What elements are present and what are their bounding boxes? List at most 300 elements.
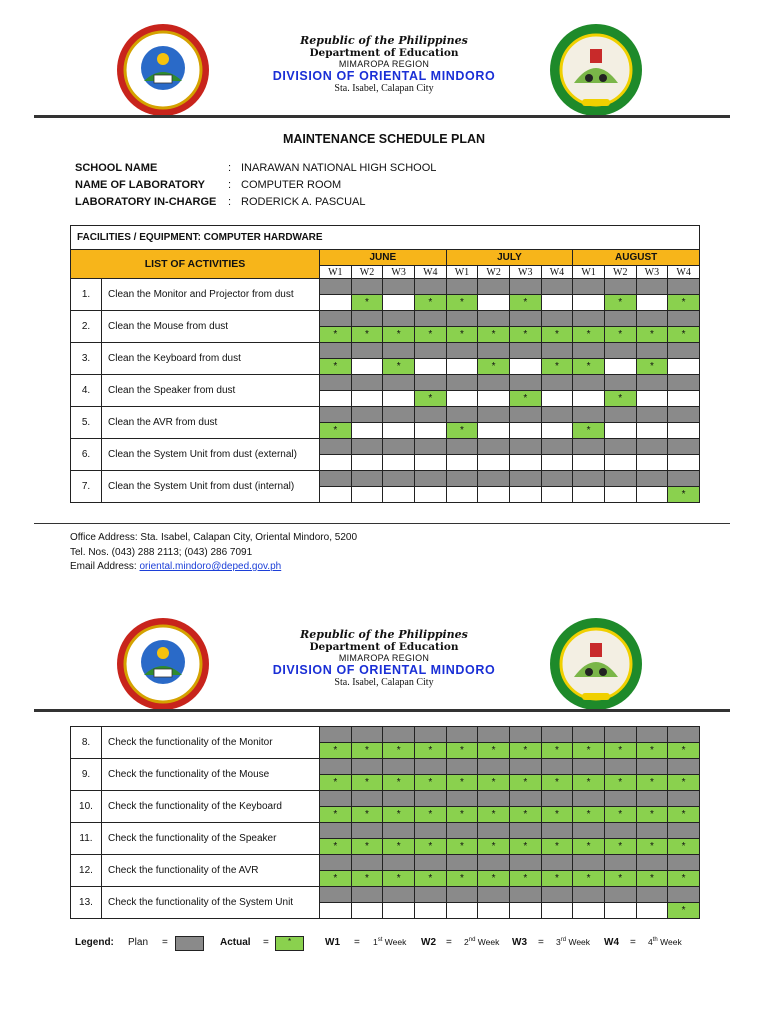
- region-text: MIMAROPA REGION: [338, 59, 430, 69]
- plan-cell: [446, 759, 478, 775]
- activity-number: 11.: [71, 823, 102, 855]
- actual-cell: *: [383, 359, 415, 375]
- plan-cell: [509, 439, 541, 455]
- division-seal-icon: [116, 617, 210, 711]
- legend-label: Legend:: [75, 937, 114, 948]
- plan-cell: [320, 279, 352, 295]
- plan-cell: [668, 855, 700, 871]
- activity-name: Clean the System Unit from dust (internal): [102, 471, 320, 503]
- plan-cell: [541, 855, 573, 871]
- empty-cell: [383, 423, 415, 439]
- plan-cell: [668, 887, 700, 903]
- plan-cell: [541, 887, 573, 903]
- plan-cell: [351, 343, 383, 359]
- plan-cell: [351, 791, 383, 807]
- week-header: W1: [320, 266, 352, 279]
- table-row: [71, 823, 700, 839]
- plan-cell: [478, 823, 510, 839]
- actual-cell: *: [383, 839, 415, 855]
- empty-cell: [573, 391, 605, 407]
- plan-cell: [668, 375, 700, 391]
- plan-cell: [668, 823, 700, 839]
- plan-cell: [573, 471, 605, 487]
- actual-cell: *: [414, 839, 446, 855]
- plan-cell: [668, 439, 700, 455]
- legend-plan-swatch: [175, 936, 204, 951]
- activity-name: Check the functionality of the Speaker: [102, 823, 320, 855]
- plan-cell: [636, 727, 668, 743]
- school-seal-icon: [549, 617, 643, 711]
- plan-cell: [383, 343, 415, 359]
- office-footer: [70, 531, 357, 575]
- empty-cell: [509, 423, 541, 439]
- plan-cell: [478, 727, 510, 743]
- plan-cell: [478, 439, 510, 455]
- plan-cell: [541, 343, 573, 359]
- month-header: JUNE: [320, 250, 447, 266]
- plan-cell: [604, 279, 636, 295]
- week-header: W1: [573, 266, 605, 279]
- empty-cell: [383, 391, 415, 407]
- actual-cell: *: [383, 807, 415, 823]
- plan-cell: [509, 279, 541, 295]
- plan-cell: [351, 855, 383, 871]
- empty-cell: [383, 903, 415, 919]
- activity-name: Check the functionality of the Mouse: [102, 759, 320, 791]
- plan-cell: [541, 311, 573, 327]
- plan-cell: [446, 887, 478, 903]
- plan-cell: [414, 791, 446, 807]
- header-rule: [34, 709, 730, 712]
- plan-cell: [351, 311, 383, 327]
- week-header: W4: [541, 266, 573, 279]
- empty-cell: [320, 487, 352, 503]
- actual-cell: *: [636, 871, 668, 887]
- plan-cell: [478, 311, 510, 327]
- plan-cell: [573, 791, 605, 807]
- actual-cell: *: [446, 423, 478, 439]
- plan-cell: [668, 727, 700, 743]
- actual-cell: *: [383, 327, 415, 343]
- plan-cell: [541, 279, 573, 295]
- actual-cell: *: [446, 871, 478, 887]
- actual-cell: *: [668, 327, 700, 343]
- plan-cell: [446, 279, 478, 295]
- plan-cell: [604, 855, 636, 871]
- plan-cell: [351, 279, 383, 295]
- legend-eq: =: [162, 937, 168, 948]
- lab-name-value: COMPUTER ROOM: [241, 179, 342, 191]
- plan-cell: [383, 887, 415, 903]
- empty-cell: [541, 391, 573, 407]
- empty-cell: [414, 359, 446, 375]
- activity-name: Check the functionality of the Monitor: [102, 727, 320, 759]
- legend-eq: =: [538, 937, 544, 948]
- empty-cell: [541, 455, 573, 471]
- plan-cell: [636, 439, 668, 455]
- plan-cell: [478, 407, 510, 423]
- actual-cell: *: [541, 327, 573, 343]
- empty-cell: [636, 455, 668, 471]
- legend-eq: =: [446, 937, 452, 948]
- empty-cell: [636, 487, 668, 503]
- table-row: [71, 791, 700, 807]
- actual-cell: *: [509, 839, 541, 855]
- plan-cell: [351, 759, 383, 775]
- legend-actual-label: Actual: [220, 937, 251, 948]
- table-row: [71, 279, 700, 295]
- activity-number: 13.: [71, 887, 102, 919]
- plan-cell: [509, 759, 541, 775]
- plan-cell: [383, 471, 415, 487]
- legend-w2-desc: 2nd Week: [464, 937, 500, 947]
- plan-cell: [320, 439, 352, 455]
- plan-cell: [636, 759, 668, 775]
- legend-eq: =: [354, 937, 360, 948]
- empty-cell: [383, 487, 415, 503]
- activity-number: 1.: [71, 279, 102, 311]
- empty-cell: [351, 423, 383, 439]
- plan-cell: [541, 439, 573, 455]
- empty-cell: [446, 455, 478, 471]
- plan-cell: [541, 823, 573, 839]
- plan-cell: [668, 311, 700, 327]
- plan-cell: [509, 311, 541, 327]
- table-row: [71, 887, 700, 903]
- actual-cell: *: [414, 327, 446, 343]
- empty-cell: [320, 903, 352, 919]
- republic-text: Republic of the Philippines: [300, 628, 468, 641]
- plan-cell: [320, 855, 352, 871]
- plan-cell: [604, 375, 636, 391]
- actual-cell: *: [636, 807, 668, 823]
- empty-cell: [509, 359, 541, 375]
- empty-cell: [604, 903, 636, 919]
- plan-cell: [509, 727, 541, 743]
- location-text: Sta. Isabel, Calapan City: [334, 677, 434, 688]
- empty-cell: [573, 455, 605, 471]
- region-text: MIMAROPA REGION: [338, 653, 430, 663]
- actual-cell: *: [573, 807, 605, 823]
- actual-cell: *: [478, 775, 510, 791]
- actual-cell: *: [573, 327, 605, 343]
- plan-cell: [383, 375, 415, 391]
- actual-cell: *: [414, 295, 446, 311]
- plan-cell: [351, 439, 383, 455]
- plan-cell: [573, 279, 605, 295]
- actual-cell: *: [320, 775, 352, 791]
- plan-cell: [320, 727, 352, 743]
- actual-cell: *: [383, 871, 415, 887]
- plan-cell: [478, 343, 510, 359]
- actual-cell: *: [668, 903, 700, 919]
- plan-cell: [604, 887, 636, 903]
- activity-number: 4.: [71, 375, 102, 407]
- actual-cell: *: [351, 295, 383, 311]
- empty-cell: [541, 903, 573, 919]
- empty-cell: [573, 903, 605, 919]
- actual-cell: *: [383, 743, 415, 759]
- plan-cell: [636, 407, 668, 423]
- plan-cell: [636, 471, 668, 487]
- empty-cell: [541, 487, 573, 503]
- table-row: [71, 375, 700, 391]
- plan-cell: [478, 471, 510, 487]
- plan-cell: [414, 279, 446, 295]
- actual-cell: *: [541, 359, 573, 375]
- plan-cell: [541, 375, 573, 391]
- legend-w3: W3: [512, 937, 527, 948]
- activity-name: Clean the Mouse from dust: [102, 311, 320, 343]
- actual-cell: *: [320, 839, 352, 855]
- plan-cell: [446, 311, 478, 327]
- plan-cell: [478, 887, 510, 903]
- month-header: AUGUST: [573, 250, 700, 266]
- plan-cell: [383, 791, 415, 807]
- plan-cell: [478, 375, 510, 391]
- plan-cell: [604, 311, 636, 327]
- actual-cell: *: [668, 743, 700, 759]
- activity-number: 5.: [71, 407, 102, 439]
- table-row: [71, 439, 700, 455]
- plan-cell: [604, 407, 636, 423]
- actual-cell: *: [541, 775, 573, 791]
- activity-name: Clean the Monitor and Projector from dust: [102, 279, 320, 311]
- plan-cell: [668, 791, 700, 807]
- empty-cell: [478, 487, 510, 503]
- actual-cell: *: [414, 391, 446, 407]
- actual-cell: *: [636, 839, 668, 855]
- activity-number: 8.: [71, 727, 102, 759]
- week-header: W4: [668, 266, 700, 279]
- schedule-table: [70, 726, 700, 919]
- actual-cell: *: [636, 327, 668, 343]
- actual-cell: *: [636, 743, 668, 759]
- empty-cell: [636, 391, 668, 407]
- location-text: Sta. Isabel, Calapan City: [334, 83, 434, 94]
- lab-name-label: NAME OF LABORATORY: [75, 179, 205, 191]
- plan-cell: [383, 279, 415, 295]
- table-row: [71, 471, 700, 487]
- empty-cell: [573, 487, 605, 503]
- facility-header: FACILITIES / EQUIPMENT: COMPUTER HARDWARE: [71, 226, 700, 250]
- incharge-label: LABORATORY IN-CHARGE: [75, 196, 217, 208]
- week-header: W4: [414, 266, 446, 279]
- actual-cell: *: [478, 807, 510, 823]
- division-text: DIVISION OF ORIENTAL MINDORO: [272, 69, 496, 83]
- plan-cell: [573, 727, 605, 743]
- plan-cell: [636, 887, 668, 903]
- actual-cell: *: [573, 743, 605, 759]
- plan-cell: [351, 407, 383, 423]
- actual-cell: *: [446, 743, 478, 759]
- actual-cell: *: [320, 423, 352, 439]
- empty-cell: [509, 487, 541, 503]
- plan-cell: [478, 759, 510, 775]
- activity-number: 2.: [71, 311, 102, 343]
- plan-cell: [351, 823, 383, 839]
- department-text: Department of Education: [309, 641, 459, 653]
- actual-cell: *: [351, 807, 383, 823]
- empty-cell: [383, 455, 415, 471]
- empty-cell: [604, 455, 636, 471]
- incharge-value: RODERICK A. PASCUAL: [241, 196, 366, 208]
- plan-cell: [383, 823, 415, 839]
- actual-cell: *: [573, 871, 605, 887]
- colon: :: [228, 196, 232, 208]
- table-row: [71, 727, 700, 743]
- plan-cell: [383, 759, 415, 775]
- actual-cell: *: [636, 775, 668, 791]
- colon: :: [228, 179, 232, 191]
- empty-cell: [478, 423, 510, 439]
- table-row: [71, 855, 700, 871]
- plan-cell: [509, 375, 541, 391]
- legend-w1: W1: [325, 937, 340, 948]
- actual-cell: *: [478, 871, 510, 887]
- plan-cell: [509, 855, 541, 871]
- plan-cell: [573, 855, 605, 871]
- week-header: W3: [509, 266, 541, 279]
- empty-cell: [668, 359, 700, 375]
- actual-cell: *: [351, 743, 383, 759]
- actual-cell: *: [604, 295, 636, 311]
- actual-cell: *: [604, 391, 636, 407]
- activity-name: Check the functionality of the Keyboard: [102, 791, 320, 823]
- plan-cell: [414, 887, 446, 903]
- empty-cell: [446, 903, 478, 919]
- plan-cell: [541, 407, 573, 423]
- plan-cell: [636, 343, 668, 359]
- plan-cell: [446, 791, 478, 807]
- plan-cell: [320, 791, 352, 807]
- plan-cell: [604, 343, 636, 359]
- plan-cell: [573, 311, 605, 327]
- actual-cell: *: [541, 839, 573, 855]
- empty-cell: [668, 423, 700, 439]
- empty-cell: [668, 455, 700, 471]
- plan-cell: [541, 759, 573, 775]
- plan-cell: [636, 375, 668, 391]
- empty-cell: [541, 295, 573, 311]
- actual-cell: *: [604, 871, 636, 887]
- plan-cell: [604, 727, 636, 743]
- plan-cell: [414, 407, 446, 423]
- schedule-table: [70, 225, 700, 503]
- email-link[interactable]: oriental.mindoro@deped.gov.ph: [139, 561, 282, 572]
- actual-cell: *: [478, 839, 510, 855]
- activity-number: 12.: [71, 855, 102, 887]
- school-name-label: SCHOOL NAME: [75, 162, 158, 174]
- empty-cell: [604, 423, 636, 439]
- plan-cell: [383, 407, 415, 423]
- empty-cell: [446, 391, 478, 407]
- actual-cell: *: [541, 871, 573, 887]
- actual-cell: *: [604, 327, 636, 343]
- actual-cell: *: [509, 775, 541, 791]
- plan-cell: [414, 727, 446, 743]
- empty-cell: [351, 903, 383, 919]
- week-header: W1: [446, 266, 478, 279]
- plan-cell: [320, 823, 352, 839]
- plan-cell: [573, 759, 605, 775]
- empty-cell: [320, 391, 352, 407]
- plan-cell: [414, 759, 446, 775]
- activity-name: Clean the AVR from dust: [102, 407, 320, 439]
- activity-number: 6.: [71, 439, 102, 471]
- legend-w1-desc: 1st Week: [373, 937, 407, 947]
- actual-cell: *: [509, 871, 541, 887]
- empty-cell: [604, 487, 636, 503]
- empty-cell: [668, 391, 700, 407]
- plan-cell: [414, 375, 446, 391]
- empty-cell: [446, 487, 478, 503]
- plan-cell: [383, 727, 415, 743]
- plan-cell: [320, 375, 352, 391]
- actual-cell: *: [320, 327, 352, 343]
- plan-cell: [668, 343, 700, 359]
- actual-cell: *: [509, 327, 541, 343]
- activity-name: Clean the Speaker from dust: [102, 375, 320, 407]
- activity-name: Clean the System Unit from dust (external): [102, 439, 320, 471]
- empty-cell: [351, 487, 383, 503]
- table-row: [71, 407, 700, 423]
- plan-cell: [573, 375, 605, 391]
- actual-cell: *: [668, 775, 700, 791]
- plan-cell: [320, 887, 352, 903]
- plan-cell: [604, 439, 636, 455]
- empty-cell: [509, 903, 541, 919]
- week-header: W3: [383, 266, 415, 279]
- telephone: Tel. Nos. (043) 288 2113; (043) 286 7091: [70, 546, 253, 558]
- plan-cell: [636, 791, 668, 807]
- actual-cell: *: [668, 807, 700, 823]
- plan-cell: [509, 823, 541, 839]
- plan-cell: [636, 279, 668, 295]
- month-header: JULY: [446, 250, 573, 266]
- list-of-activities-header: LIST OF ACTIVITIES: [71, 250, 320, 279]
- plan-cell: [604, 791, 636, 807]
- plan-cell: [573, 887, 605, 903]
- empty-cell: [446, 359, 478, 375]
- actual-cell: *: [541, 743, 573, 759]
- empty-cell: [351, 391, 383, 407]
- empty-cell: [541, 423, 573, 439]
- plan-cell: [541, 471, 573, 487]
- legend-plan-label: Plan: [128, 937, 149, 948]
- actual-cell: *: [446, 839, 478, 855]
- header-rule: [34, 115, 730, 118]
- actual-cell: *: [446, 295, 478, 311]
- plan-cell: [320, 759, 352, 775]
- empty-cell: [383, 295, 415, 311]
- plan-cell: [573, 343, 605, 359]
- legend-eq: =: [630, 937, 636, 948]
- actual-cell: *: [320, 807, 352, 823]
- empty-cell: [320, 455, 352, 471]
- legend-w2: W2: [421, 937, 436, 948]
- actual-cell: *: [446, 775, 478, 791]
- plan-cell: [636, 311, 668, 327]
- plan-cell: [383, 311, 415, 327]
- actual-cell: *: [414, 743, 446, 759]
- week-header: W3: [636, 266, 668, 279]
- plan-cell: [668, 759, 700, 775]
- legend-eq: =: [263, 937, 269, 948]
- empty-cell: [351, 455, 383, 471]
- actual-cell: *: [446, 807, 478, 823]
- plan-cell: [414, 311, 446, 327]
